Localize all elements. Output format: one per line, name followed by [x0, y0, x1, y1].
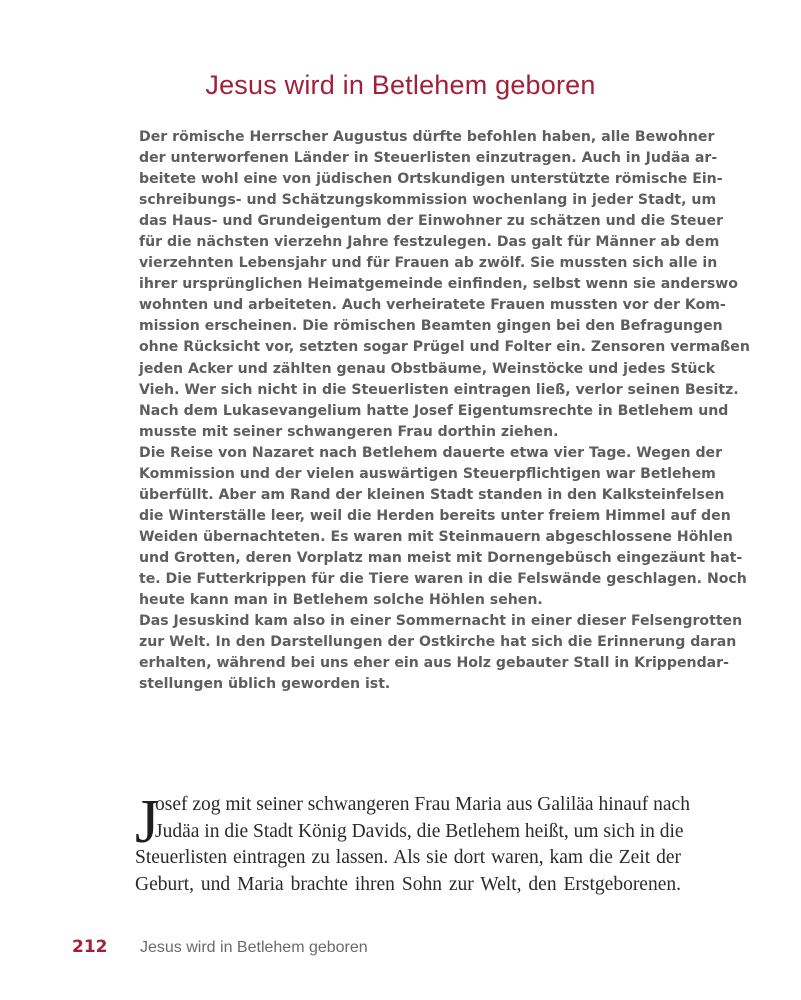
text-line: ohne Rücksicht vor, setzten sogar Prügel und Folter ein. Zensoren vermaßen: [139, 339, 750, 356]
text-line: mission erscheinen. Die römischen Beamten gingen bei den Befragungen: [139, 318, 723, 335]
text-line: schreibungs- und Schätzungskommission wochenlang in jeder Stadt, um: [139, 192, 717, 209]
text-line: te. Die Futterkrippen für die Tiere waren in die Felswände geschlagen. Noch: [139, 570, 747, 587]
text-line: überfüllt. Aber am Rand der kleinen Stadt standen in den Kalksteinfelsen: [139, 486, 725, 503]
text-line: die Winterställe leer, weil die Herden bereits unter freiem Himmel auf den: [139, 507, 731, 524]
text-line: das Haus- und Grundeigentum der Einwohner zu schätzen und die Steuer: [139, 213, 724, 230]
text-line: musste mit seiner schwangeren Frau dorthin ziehen.: [139, 423, 559, 440]
page-number: 212: [72, 937, 108, 957]
text-line: vierzehnten Lebensjahr und für Frauen ab zwölf. Sie mussten sich alle in: [139, 255, 718, 272]
text-line: stellungen üblich geworden ist.: [139, 676, 391, 693]
text-line: ihrer ursprünglichen Heimatgemeinde einfinden, selbst wenn sie anderswo: [139, 276, 738, 293]
scripture-line: Judäa in die Stadt König Davids, die Betlehem heißt, um sich in die: [155, 820, 684, 842]
text-line: Der römische Herrscher Augustus dürfte befohlen haben, alle Bewohner: [139, 129, 715, 145]
text-line: heute kann man in Betlehem solche Höhlen sehen.: [139, 592, 543, 609]
chapter-title: Jesus wird in Betlehem geboren: [205, 70, 596, 100]
commentary-text: [139, 127, 750, 695]
scripture-line: Steuerlisten eintragen zu lassen. Als sie dort waren, kam die Zeit der: [135, 847, 681, 868]
text-line: für die nächsten vierzehn Jahre festzulegen. Das galt für Männer ab dem: [139, 234, 720, 251]
text-line: Die Reise von Nazaret nach Betlehem dauerte etwa vier Tage. Wegen der: [139, 444, 723, 461]
scripture-line: osef zog mit seiner schwangeren Frau Maria aus Galiläa hinauf nach: [155, 794, 690, 815]
text-line: erhalten, während bei uns eher ein aus Holz gebauter Stall in Krippendar-: [139, 655, 729, 672]
running-head: Jesus wird in Betlehem geboren: [140, 939, 368, 956]
text-line: Nach dem Lukasevangelium hatte Josef Eigentumsrechte in Betlehem und: [139, 402, 729, 419]
text-line: Das Jesuskind kam also in einer Sommernacht in einer dieser Felsengrotten: [139, 613, 743, 630]
scripture-passage: [135, 788, 690, 898]
text-line: Weiden übernachteten. Es waren mit Steinmauern abgeschlossene Höhlen: [139, 528, 733, 545]
text-line: Kommission und der vielen auswärtigen Steuerpflichtigen war Betlehem: [139, 465, 716, 482]
text-line: und Grotten, deren Vorplatz man meist mit Dornengebüsch eingezäunt hat-: [139, 549, 743, 566]
text-line: jeden Acker und zählten genau Obstbäume, Weinstöcke und jedes Stück: [139, 360, 716, 377]
page-footer: [72, 937, 368, 957]
text-line: beitete wohl eine von jüdischen Ortskundigen unterstützte römische Ein-: [139, 171, 723, 188]
scripture-line: Geburt, und Maria brachte ihren Sohn zur Welt, den Erstgeborenen.: [135, 873, 681, 895]
text-line: der unterworfenen Länder in Steuerlisten einzutragen. Auch in Judäa ar-: [139, 150, 718, 167]
text-line: Vieh. Wer sich nicht in die Steuerlisten eintragen ließ, verlor seinen Besitz.: [139, 381, 739, 398]
text-line: wohnten und arbeiteten. Auch verheiratete Frauen mussten vor der Kom-: [139, 297, 726, 314]
drop-cap: J: [135, 788, 160, 856]
text-line: zur Welt. In den Darstellungen der Ostkirche hat sich die Erinnerung daran: [139, 634, 737, 651]
